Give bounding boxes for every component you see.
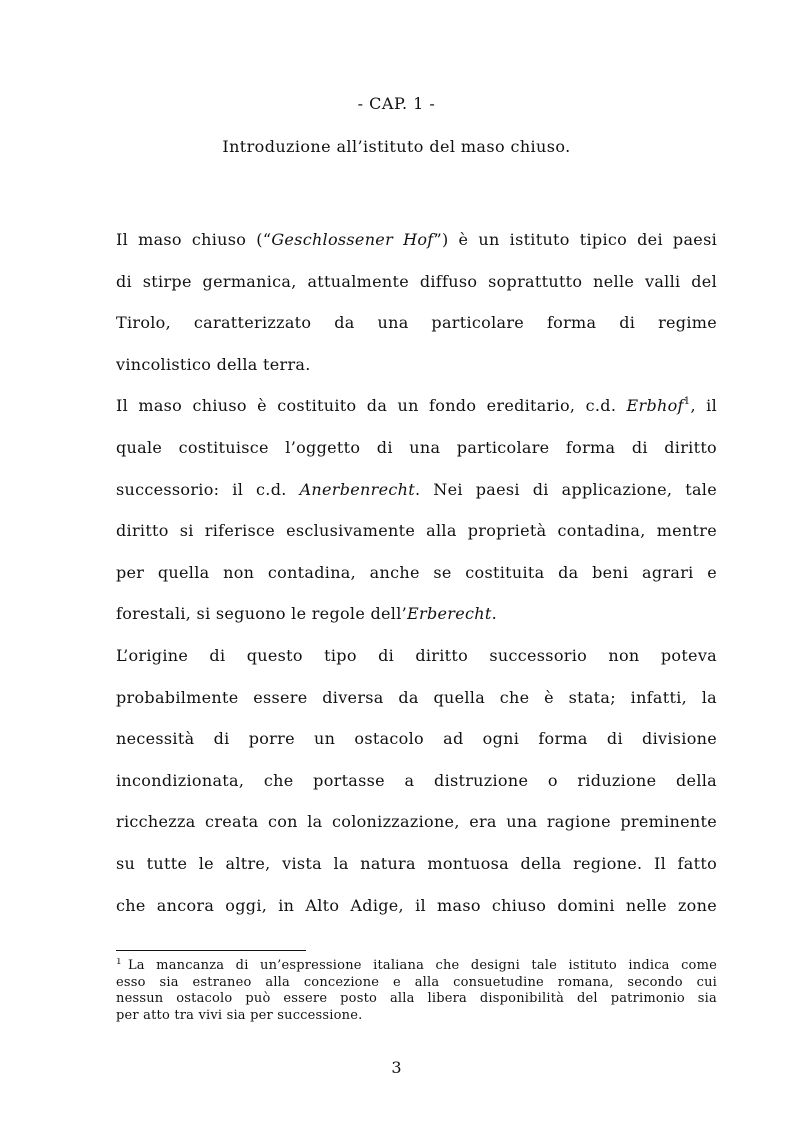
- text-line: successorio: il c.d. Anerbenrecht. Nei paesi di applicazione, tale: [116, 479, 717, 499]
- footnote-line: nessun ostacolo può essere posto alla libera disponibilità del patrimonio sia: [116, 991, 717, 1006]
- chapter-number: - CAP. 1 -: [357, 94, 436, 113]
- text-line: vincolistico della terra.: [116, 354, 311, 374]
- text-line: Tirolo, caratterizzato da una particolare forma di regime: [116, 313, 717, 333]
- footnote-reference[interactable]: 1: [683, 396, 691, 408]
- footnote: [116, 958, 717, 1024]
- text-line: che ancora oggi, in Alto Adige, il maso chiuso domini nelle zone: [116, 895, 717, 915]
- text-line: ricchezza creata con la colonizzazione, era una ragione preminente: [116, 812, 717, 832]
- text-line: Il maso chiuso (“Geschlossener Hof”) è un istituto tipico dei paesi: [116, 230, 717, 249]
- footnote-line: per atto tra vivi sia per successione.: [116, 1007, 363, 1023]
- footnote-divider: [116, 950, 306, 951]
- text-line: quale costituisce l’oggetto di una particolare forma di diritto: [116, 437, 717, 457]
- text-line: per quella non contadina, anche se costituita da beni agrari e: [116, 562, 717, 582]
- footnote-line: esso sia estraneo alla concezione e alla consuetudine romana, secondo cui: [116, 974, 717, 990]
- text-line: di stirpe germanica, attualmente diffuso soprattutto nelle valli del: [116, 271, 717, 291]
- footnote-marker: 1: [116, 958, 122, 967]
- text-line: Il maso chiuso è costituito da un fondo ereditario, c.d. Erbhof$^1$, il: [116, 396, 717, 416]
- chapter-title: Introduzione all’istituto del maso chiuso.: [222, 137, 571, 156]
- text-line: probabilmente essere diversa da quella che è stata; infatti, la: [116, 687, 717, 707]
- text-line: su tutte le altre, vista la natura montuosa della regione. Il fatto: [116, 853, 717, 873]
- body-text: [116, 219, 717, 926]
- text-line: diritto si riferisce esclusivamente alla proprietà contadina, mentre: [116, 521, 717, 541]
- page-number: 3: [391, 1058, 402, 1077]
- text-line: forestali, si seguono le regole dell’Erberecht.: [116, 604, 497, 624]
- text-line: incondizionata, che portasse a distruzione o riduzione della: [116, 770, 717, 790]
- text-line: L’origine di questo tipo di diritto successorio non poteva: [116, 645, 717, 665]
- footnote-line: $^1$ La mancanza di un’espressione italiana che designi tale istituto indica come: [116, 958, 717, 973]
- text-line: necessità di porre un ostacolo ad ogni forma di divisione: [116, 729, 717, 749]
